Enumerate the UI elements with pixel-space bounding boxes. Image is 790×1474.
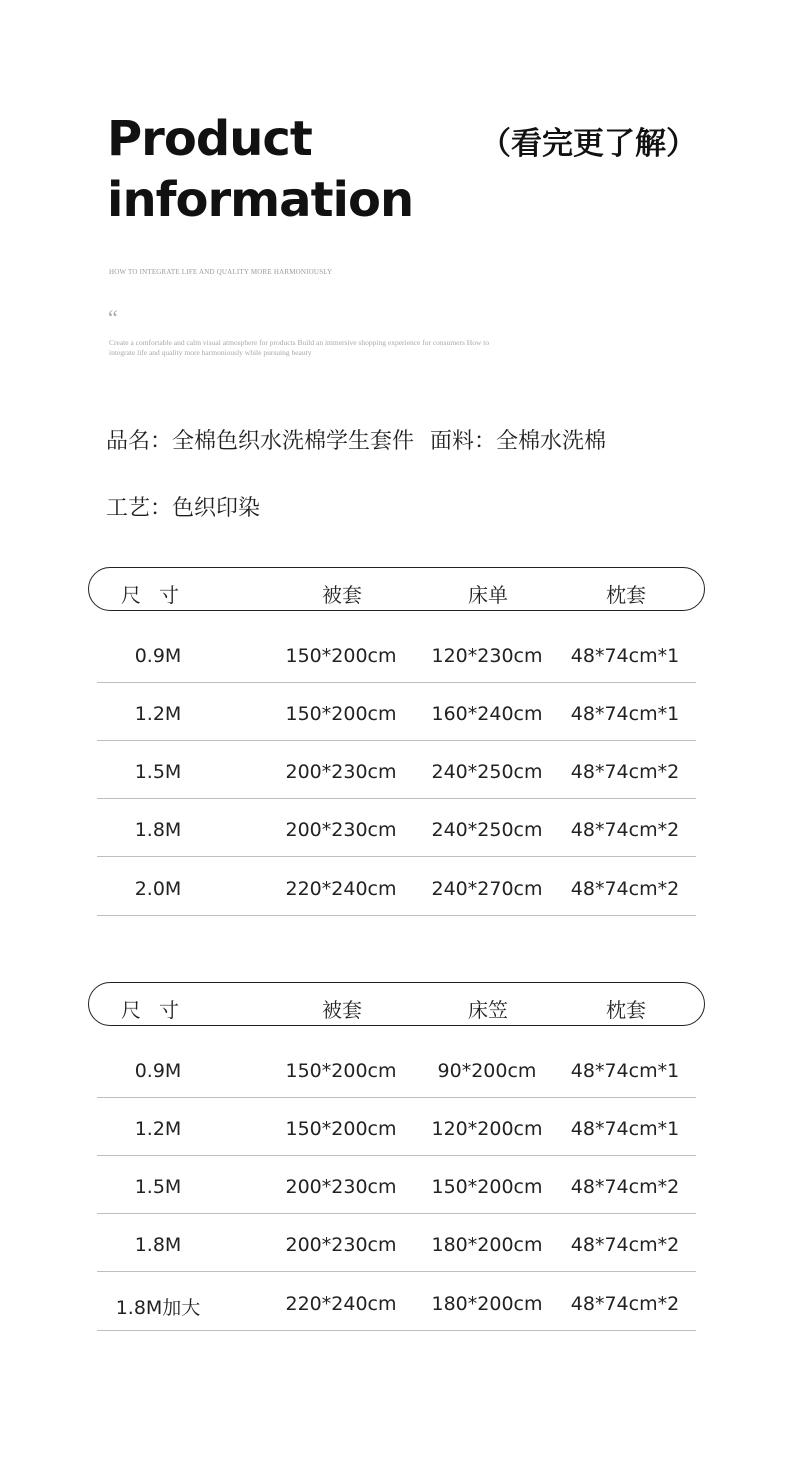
size-cell: 1.8M [134,819,182,841]
duvet-cell: 200*230cm [285,1176,397,1198]
duvet-cell: 150*200cm [285,703,397,725]
tagline: HOW TO INTEGRATE LIFE AND QUALITY MORE HARMONIOUSLY [109,268,333,276]
duvet-cell: 200*230cm [285,1234,397,1256]
craft-info-line [106,491,260,522]
header-pillowcase: 枕套 [606,583,646,607]
fitted-cell: 90*200cm [437,1060,537,1082]
quote-icon: “ [108,305,118,330]
table-row [97,798,696,857]
duvet-cell: 200*230cm [285,761,397,783]
size-table-sheet [88,567,705,900]
size-cell: 2.0M [134,878,182,900]
table-row [97,740,696,799]
quote-text: Create a comfortable and calm visual atmosphere for products Build an immersive shopping experience for consumers How to integrate life and quality more harmoniously while pursuing beauty [109,338,490,357]
fabric-label: 面料： [430,429,497,454]
duvet-cell: 200*230cm [285,819,397,841]
size-cell: 1.2M [134,703,182,725]
craft-label: 工艺： [106,496,173,521]
pillow-cell: 48*74cm*1 [570,1118,680,1140]
sheet-cell: 120*230cm [431,645,543,667]
sheet-cell: 240*270cm [431,878,543,900]
product-name-value: 全棉色织水洗棉学生套件 [172,429,415,454]
table-header [88,982,705,1026]
duvet-cell: 150*200cm [285,1118,397,1140]
header-size: 尺寸 [121,998,197,1022]
sheet-cell: 160*240cm [431,703,543,725]
fitted-cell: 150*200cm [431,1176,543,1198]
header-pillowcase: 枕套 [606,998,646,1022]
size-cell: 0.9M [134,1060,182,1082]
sheet-cell: 240*250cm [431,761,543,783]
table-header [88,567,705,611]
craft-value: 色织印染 [172,496,261,521]
fitted-cell: 180*200cm [431,1293,543,1315]
pillow-cell: 48*74cm*2 [570,1176,680,1198]
page-title-line-1: Product [107,111,312,167]
header-duvet-cover: 被套 [322,998,362,1022]
pillow-cell: 48*74cm*1 [570,645,680,667]
product-info-line [106,424,606,455]
duvet-cell: 150*200cm [285,1060,397,1082]
header-fitted-sheet: 床笠 [468,998,508,1022]
table-row [97,1213,696,1272]
table-row [97,1155,696,1214]
header-duvet-cover: 被套 [322,583,362,607]
pillow-cell: 48*74cm*2 [570,1234,680,1256]
table-row [97,1097,696,1156]
duvet-cell: 220*240cm [285,1293,397,1315]
pillow-cell: 48*74cm*1 [570,703,680,725]
pillow-cell: 48*74cm*1 [570,1060,680,1082]
size-cell: 1.8M [134,1234,182,1256]
page-subtitle: （看完更了解） [480,126,697,162]
size-cell: 1.8M加大 [115,1297,201,1319]
pillow-cell: 48*74cm*2 [570,819,680,841]
fabric-value: 全棉水洗棉 [496,429,607,454]
header-bed-sheet: 床单 [468,583,508,607]
fitted-cell: 120*200cm [431,1118,543,1140]
fitted-cell: 180*200cm [431,1234,543,1256]
table-row [97,624,696,683]
page-title-line-2: information [107,172,414,228]
pillow-cell: 48*74cm*2 [570,1293,680,1315]
table-row [97,1272,696,1331]
table-row [97,857,696,916]
pillow-cell: 48*74cm*2 [570,878,680,900]
product-name-label: 品名： [106,429,173,454]
pillow-cell: 48*74cm*2 [570,761,680,783]
header-size: 尺寸 [121,583,197,607]
table-row [97,1039,696,1098]
sheet-cell: 240*250cm [431,819,543,841]
duvet-cell: 220*240cm [285,878,397,900]
size-table-fitted [88,982,705,1319]
table-row [97,682,696,741]
size-cell: 1.2M [134,1118,182,1140]
size-cell: 1.5M [134,1176,182,1198]
size-cell: 1.5M [134,761,182,783]
duvet-cell: 150*200cm [285,645,397,667]
size-cell: 0.9M [134,645,182,667]
